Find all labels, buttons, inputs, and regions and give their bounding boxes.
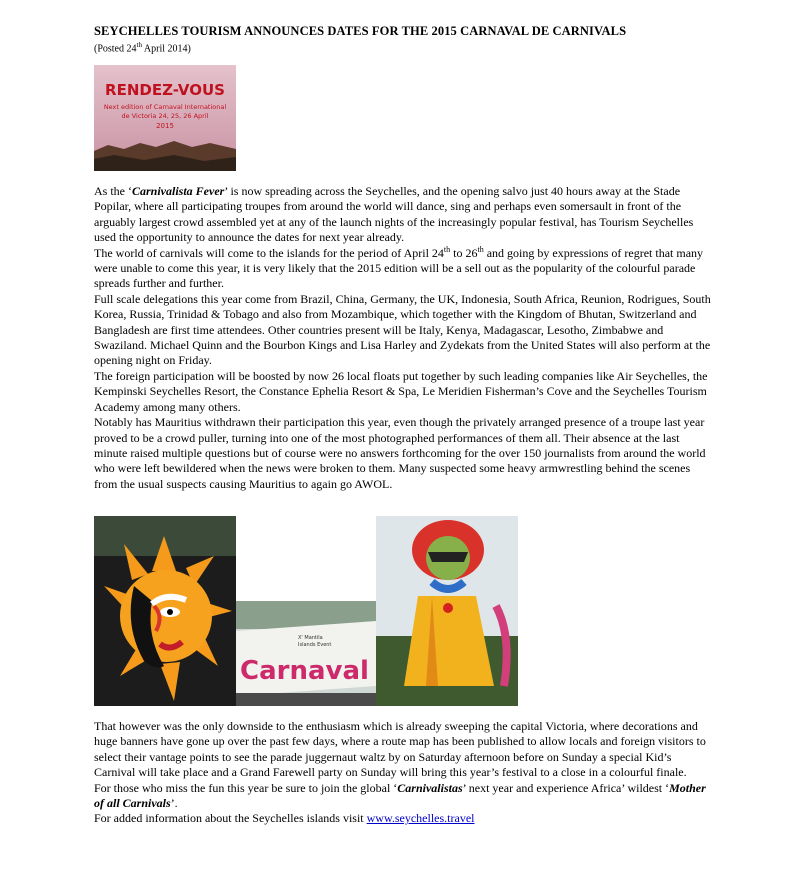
- article-title: SEYCHELLES TOURISM ANNOUNCES DATES FOR THE 2015 CARNAVAL DE CARNIVALS: [94, 24, 627, 38]
- paragraph-3: Full scale delegations this year come from Brazil, China, Germany, the UK, Indonesia, South Africa, Reunion, Rodrigues, South Korea, Russia, Trinidad & Tobago and also from Mozambique, which together with the Kingdom of Bhutan, Switzerland and Bangladesh are first time attendees. Other countries present will be Italy, Kenya, Madagascar, Lesotho, Zimbabwe and Swaziland. Michael Quinn and the Bourbon Kings and Lisa Harley and Zydekats from the United States will also perform at the opening night on Friday.: [94, 291, 711, 368]
- carnaval-banner-photo: [236, 601, 376, 706]
- banner-small-text-2: Islands Event: [298, 642, 332, 648]
- paragraph-6: That however was the only downside to the enthusiasm which is already sweeping the capital Victoria, where decorations and huge banners have gone up over the past few days, where a route map has been published to allow locals and foreign visitors to select their vantage points to see the parade juggernaut waltz by on Saturday afternoon before on Sunday a special Kid’s Carnival will take place and a Grand Farewell party on Sunday will bring this year’s festival to a close in a colourful finale.: [94, 719, 706, 780]
- p7-emphasis-1: Carnivalistas: [397, 780, 463, 795]
- sun-face-photo: [94, 516, 236, 706]
- carnival-photo-collage: [94, 516, 518, 706]
- p2-text-c: and going by expressions of regret that many were unable to come this year, it is very likely that the 2015 edition will be a sell out as the popularity of the colourful parade spreads further and further.: [94, 245, 704, 291]
- rendezvous-poster-photo: [94, 65, 236, 171]
- posted-date: [94, 39, 714, 55]
- article-body-top: [94, 184, 714, 492]
- p7-text-a: For those who miss the fun this year be sure to join the global ‘: [94, 780, 398, 795]
- p1-emphasis: Carnivalista Fever: [132, 184, 225, 198]
- p7-emphasis-2: Mother of all Carnivals: [94, 780, 706, 811]
- p8-text: For added information about the Seychelles islands visit: [94, 811, 367, 826]
- paragraph-2: [94, 246, 714, 292]
- p2-sup-2: th: [477, 244, 484, 254]
- banner-small-text-1: X' Mantila: [298, 635, 323, 641]
- paragraph-4: The foreign participation will be boosted by now 26 local floats put together by such leading companies like Air Seychelles, the Kempinski Seychelles Resort, the Constance Ephelia Resort & Spa, Le Meridien Fisherman’s Cove and the Seychelles Tourism Academy among many others.: [94, 368, 708, 414]
- p2-text-a: The world of carnivals will come to the islands for the period of April 24: [94, 245, 444, 260]
- p2-text-b: to 26: [450, 245, 478, 260]
- posted-suffix: April 2014): [141, 43, 191, 55]
- paragraph-8: [94, 811, 714, 826]
- article-body-bottom: [94, 719, 714, 827]
- p2-sup-1: th: [443, 244, 451, 254]
- poster-line3: 2015: [156, 122, 174, 130]
- p7-text-c: ’.: [170, 796, 178, 811]
- seychelles-travel-link[interactable]: www.seychelles.travel: [366, 811, 475, 826]
- poster-line2: de Victoria 24, 25, 26 April: [121, 112, 209, 120]
- banner-word: Carnaval: [240, 656, 369, 686]
- p7-text-b: ’ next year and experience Africa’ wildest ‘: [462, 780, 670, 795]
- masked-figure-photo: [376, 516, 518, 706]
- article-header: [94, 24, 714, 55]
- poster-headline: RENDEZ-VOUS: [105, 81, 225, 99]
- p1-text-a: As the ‘: [94, 184, 132, 198]
- p1-text-b: ’ is now spreading across the Seychelles, and the opening salvo just 40 hours away at the Stade Popilar, where all participating troupes from around the world will dance, sing and perhaps even somersault in front of the arguably largest crowd assembled yet at any of the launch nights of the increasingly popular festival, has Tourism Seychelles used the opportunity to announce the dates for next year already.: [94, 184, 694, 245]
- posted-sup: th: [136, 41, 142, 49]
- posted-prefix: (Posted 24: [94, 43, 137, 55]
- paragraph-5: Notably has Mauritius withdrawn their participation this year, even though the privately arranged presence of a troupe last year proved to be a crowd puller, turning into one of the most photographed performances of them all. Their absence at the last minute raised multiple questions but of course were no answers forthcoming for the over 150 journalists from around the world who were left bewildered when the news were broken to them. Many suspected some heavy armwrestling behind the scenes from the usual suspects causing Mauritius to again go AWOL.: [94, 415, 706, 491]
- paragraph-7: [94, 781, 714, 812]
- paragraph-1: [94, 184, 714, 246]
- poster-line1: Next edition of Carnaval International: [103, 103, 227, 111]
